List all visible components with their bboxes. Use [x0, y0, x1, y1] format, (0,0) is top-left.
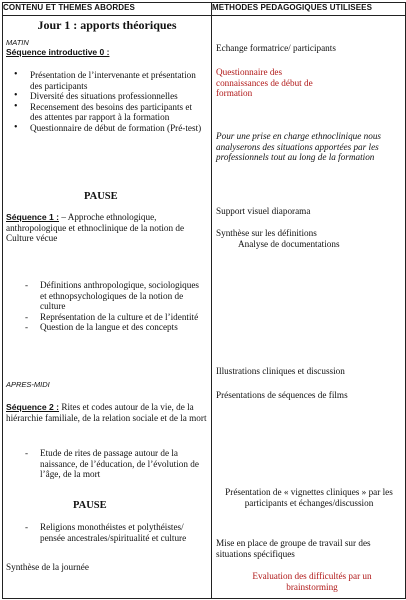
pause-1: PAUSE	[84, 191, 118, 202]
seq1-block	[6, 212, 208, 244]
methode-evaluation: Evaluation des difficultés par un brainstorming	[252, 571, 372, 592]
methode-synthese: Synthèse sur les définitions	[216, 228, 317, 238]
methode-illustrations: Illustrations cliniques et discussion	[216, 366, 345, 376]
matin-label: MATIN	[6, 38, 29, 47]
list-item: • Questionnaire de début de formation (Pré-test)	[3, 123, 203, 134]
seq3-list	[3, 522, 207, 543]
list-item: - Représentation de la culture et de l’identité	[3, 312, 207, 323]
table-header-row	[3, 3, 406, 16]
list-item: • Présentation de l’intervenante et présentation des participants	[3, 70, 203, 91]
seq1-list	[3, 280, 207, 333]
pause-2: PAUSE	[73, 500, 107, 511]
methodes-cell	[212, 16, 406, 599]
methode-films: Présentations de séquences de films	[216, 390, 348, 400]
contenu-cell	[3, 16, 212, 599]
header-contenu: CONTENU ET THEMES ABORDES	[3, 3, 212, 16]
list-item: - Définitions anthropologique, sociologiques et ethnopsychologiques de la notion de culture	[3, 280, 207, 312]
list-item: - Religions monothéistes et polythéistes/ pensée ancestrales/spiritualité et culture	[3, 522, 207, 543]
list-item: • Diversité des situations professionnelles	[3, 91, 203, 102]
seq2-text: Rites et codes autour de la vie, de la hiérarchie familiale, de la relation sociale et de la mort	[6, 402, 207, 423]
seq2-list	[3, 448, 207, 480]
seq1-label: Séquence 1 :	[6, 212, 60, 222]
methode-analyse: Analyse de documentations	[238, 239, 340, 249]
methode-vignettes: Présentation de « vignettes cliniques » par les participants et échanges/discussion	[225, 487, 393, 508]
list-item: - Question de la langue et des concepts	[3, 322, 207, 333]
synthese-journee: Synthèse de la journée	[6, 562, 89, 572]
list-item: • Recensement des besoins des participants et des attentes par rapport à la formation	[3, 102, 203, 123]
methode-questionnaire: Questionnaire des connaissances de début de formation	[216, 67, 313, 99]
methode-diaporama: Support visuel diaporama	[216, 206, 311, 216]
methode-groupe: Mise en place de groupe de travail sur des situations spécifiques	[216, 538, 371, 559]
seq2-block	[6, 402, 208, 423]
apres-midi-label: APRES-MIDI	[6, 380, 50, 389]
seq0-list	[3, 70, 203, 134]
header-methodes: METHODES PEDAGOGIQUES UTILISEES	[212, 3, 406, 16]
methode-ethnoclinique: Pour une prise en charge ethnoclinique nous analyserons des situations apportées par les professionnels tout au long de la formation	[216, 131, 382, 163]
seq0-title: Séquence introductive 0 :	[6, 47, 110, 57]
program-table	[2, 2, 406, 599]
day-title: Jour 1 : apports théoriques	[37, 18, 177, 32]
seq1-text: – Approche ethnologique, anthropologique et ethnoclinique de la notion de Culture vécue	[6, 212, 185, 244]
seq2-label: Séquence 2 :	[6, 402, 60, 412]
list-item: - Etude de rites de passage autour de la naissance, de l’éducation, de l’évolution de l’âge, de la mort	[3, 448, 207, 480]
methode-echange: Echange formatrice/ participants	[216, 43, 336, 53]
